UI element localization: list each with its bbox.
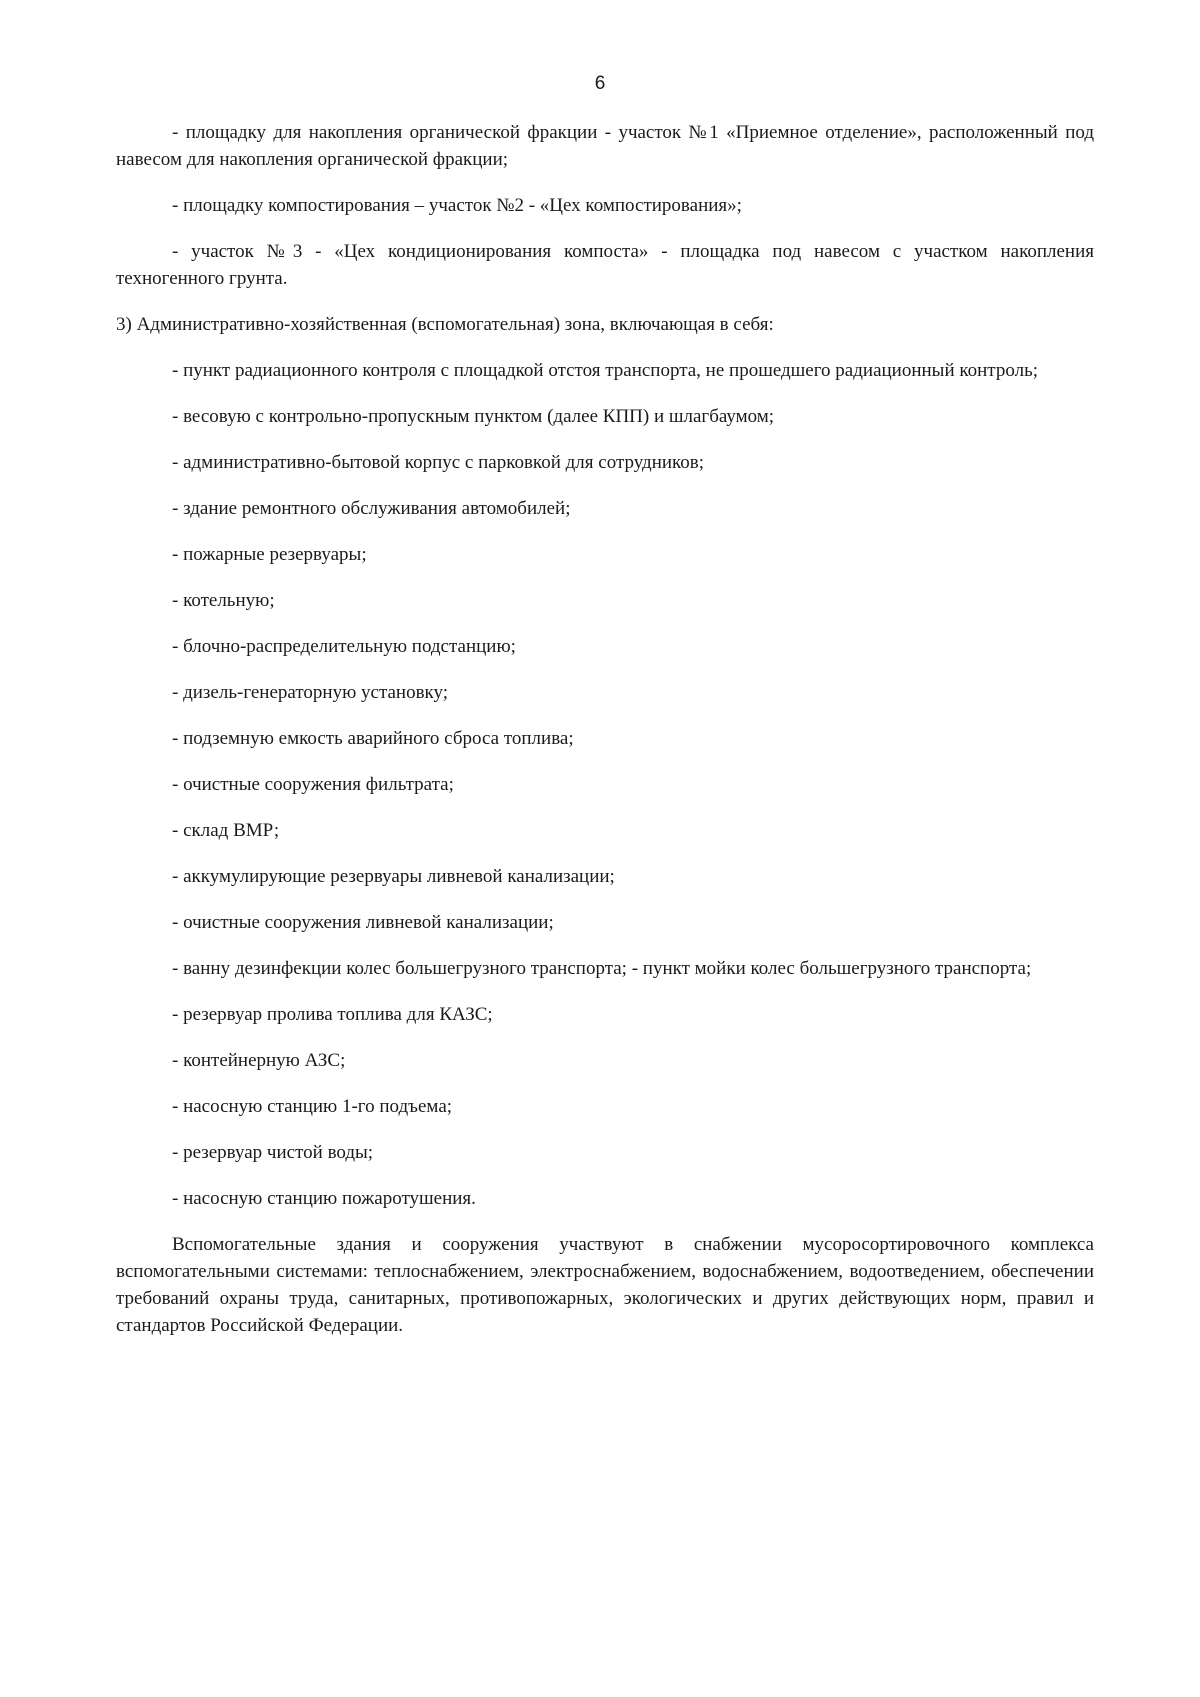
list-item-wheel-disinfection: - ванну дезинфекции колес большегрузного транспорта; - пункт мойки колес большегрузного транспорта; <box>172 958 1032 979</box>
list-item-fire-tanks: - пожарные резервуары; <box>172 544 367 565</box>
list-item-clean-water-tank: - резервуар чистой воды; <box>172 1142 374 1163</box>
list-item-weighbridge: - весовую с контрольно-пропускным пунктом (далее КПП) и шлагбаумом; <box>172 406 775 427</box>
list-item-admin-building: - административно-бытовой корпус с парковкой для сотрудников; <box>172 452 705 473</box>
list-item-container-fuel-station: - контейнерную АЗС; <box>172 1050 346 1071</box>
page-number: 6 <box>594 73 606 94</box>
list-item-fuel-spill-tank: - резервуар пролива топлива для КАЗС; <box>172 1004 493 1025</box>
list-item-fuel-discharge-tank: - подземную емкость аварийного сброса топлива; <box>172 728 574 749</box>
list-item-vehicle-repair: - здание ремонтного обслуживания автомобилей; <box>172 498 571 519</box>
list-item-diesel-generator: - дизель-генераторную установку; <box>172 682 449 703</box>
list-item-substation: - блочно-распределительную подстанцию; <box>172 636 516 657</box>
paragraph-admin-zone-heading: 3) Административно-хозяйственная (вспомогательная) зона, включающая в себя: <box>116 314 774 335</box>
document-body <box>116 119 1094 1358</box>
list-item-fire-pump-station: - насосную станцию пожаротушения. <box>172 1188 476 1209</box>
paragraph-auxiliary-buildings-summary: Вспомогательные здания и сооружения участвуют в снабжении мусоросортировочного комплекса вспомогательными системами: теплоснабжением, электроснабжением, водоснабжением, водоотведением, обеспечении требований охраны труда, санитарных, противопожарных, экологических и других действующих норм, правил и стандартов Российской Федерации. <box>116 1234 1094 1336</box>
list-item-boiler-house: - котельную; <box>172 590 275 611</box>
list-item-storm-tanks: - аккумулирующие резервуары ливневой канализации; <box>172 866 615 887</box>
list-item-storm-treatment: - очистные сооружения ливневой канализации; <box>172 912 554 933</box>
paragraph-organic-fraction-site: - площадку для накопления органической фракции - участок №1 «Приемное отделение», расположенный под навесом для накопления органической фракции; <box>116 122 1094 170</box>
paragraph-composting-site: - площадку компостирования – участок №2 - «Цех компостирования»; <box>172 195 742 216</box>
list-item-recyclables-warehouse: - склад ВМР; <box>172 820 280 841</box>
list-item-radiation-control: - пункт радиационного контроля с площадкой отстоя транспорта, не прошедшего радиационный контроль; <box>172 360 1039 381</box>
list-item-filtrate-treatment: - очистные сооружения фильтрата; <box>172 774 454 795</box>
list-item-pump-station-first-lift: - насосную станцию 1-го подъема; <box>172 1096 453 1117</box>
paragraph-compost-conditioning: - участок №3 - «Цех кондиционирования компоста» - площадка под навесом с участком накопления техногенного грунта. <box>116 241 1094 289</box>
